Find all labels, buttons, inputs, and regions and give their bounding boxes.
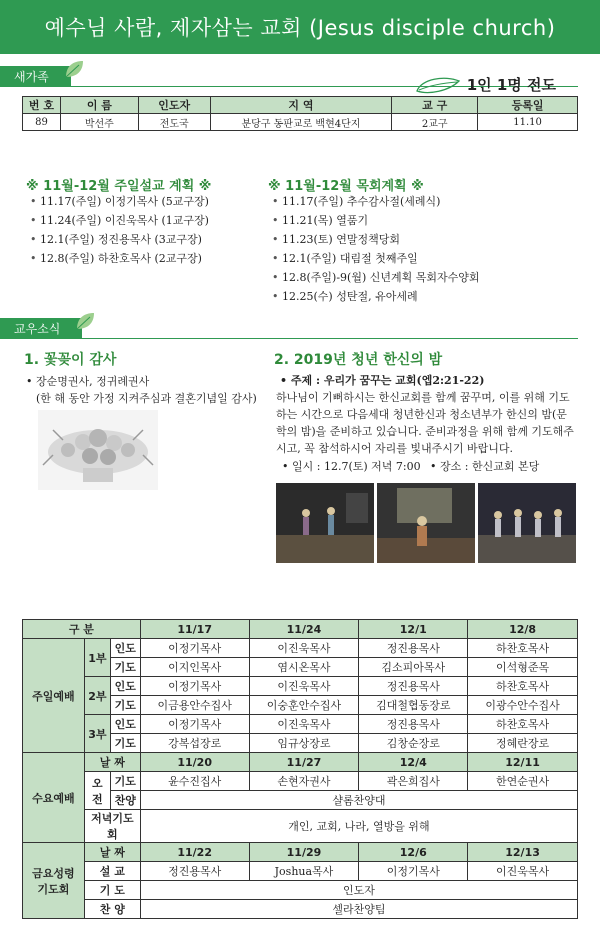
table-cell: 이광수안수집사 xyxy=(468,696,578,715)
table-cell: 임규상장로 xyxy=(249,734,359,753)
list-item: • 12.8(주일) 하찬호목사 (2교구장) xyxy=(30,249,209,268)
table-cell: 김창순장로 xyxy=(359,734,468,753)
role-label: 인도 xyxy=(110,715,140,734)
role-label: 인도 xyxy=(110,677,140,696)
table-header: 12/11 xyxy=(468,753,578,772)
page-banner: 예수님 사람, 제자삼는 교회 (Jesus disciple church) xyxy=(0,0,600,54)
table-header: 번 호 xyxy=(23,97,61,114)
table-cell: 정진용목사 xyxy=(140,862,249,881)
table-header: 이 름 xyxy=(60,97,138,114)
table-header: 12/1 xyxy=(359,620,468,639)
flower-arrangement-image xyxy=(38,410,158,490)
table-cell: 이진욱목사 xyxy=(249,639,359,658)
table-row xyxy=(23,772,578,791)
new-family-table xyxy=(22,96,578,131)
new-family-tag-label: 새가족 xyxy=(14,69,49,84)
table-header: 11/20 xyxy=(140,753,249,772)
table-cell: 정진용목사 xyxy=(359,715,468,734)
table-row xyxy=(23,810,578,843)
role-label: 기도 xyxy=(110,658,140,677)
table-cell: 정진용목사 xyxy=(359,639,468,658)
table-header: 12/13 xyxy=(468,843,578,862)
role-label: 찬 양 xyxy=(84,900,140,919)
sermon-plan-list xyxy=(30,192,209,268)
motto xyxy=(415,74,556,95)
service-label: 3부 xyxy=(84,715,110,753)
table-header: 구 분 xyxy=(23,620,141,639)
table-row xyxy=(23,715,578,734)
service-label: 2부 xyxy=(84,677,110,715)
list-item: • 11.21(목) 열품기 xyxy=(272,211,480,230)
table-header: 11/17 xyxy=(140,620,249,639)
table-header: 11/27 xyxy=(249,753,359,772)
youth-night-title: 2. 2019년 청년 한신의 밤 xyxy=(274,352,443,368)
flowers-note: (한 해 동안 가정 지켜주심과 결혼기념일 감사) xyxy=(36,392,257,405)
role-label: 찬양 xyxy=(110,791,140,810)
table-row xyxy=(23,677,578,696)
table-cell: 분당구 동판교로 백현4단지 xyxy=(210,114,392,131)
role-label: 설 교 xyxy=(84,862,140,881)
table-cell: 전도국 xyxy=(138,114,210,131)
youth-event-photo xyxy=(377,483,475,563)
list-item: • 11.23(토) 연말정책당회 xyxy=(272,230,480,249)
table-cell: 이정기목사 xyxy=(140,639,249,658)
worship-schedule-table xyxy=(22,619,578,919)
youth-theme: • 주제 : 우리가 꿈꾸는 교회(엡2:21-22) xyxy=(280,374,485,387)
youth-event-photo xyxy=(276,483,374,563)
role-label: 인도 xyxy=(110,639,140,658)
table-cell: 이정기목사 xyxy=(140,677,249,696)
table-cell: 하찬호목사 xyxy=(468,677,578,696)
table-header: 11/24 xyxy=(249,620,359,639)
youth-place-text: 장소 : 한신교회 본당 xyxy=(440,460,540,473)
leaf-icon xyxy=(415,75,461,95)
role-label: 기도 xyxy=(110,734,140,753)
table-header: 12/4 xyxy=(359,753,468,772)
table-cell: 하찬호목사 xyxy=(468,715,578,734)
table-header: 등록일 xyxy=(478,97,578,114)
list-item: • 11.24(주일) 이진욱목사 (1교구장) xyxy=(30,211,209,230)
table-cell: 이진욱목사 xyxy=(249,715,359,734)
list-item: • 12.8(주일)-9(월) 신년계획 목회자수양회 xyxy=(272,268,480,287)
sermon-plan-title: ※ 11월-12월 주일설교 계획 ※ xyxy=(26,179,212,194)
youth-place: • 장소 : 한신교회 본당 xyxy=(430,460,540,473)
pastoral-plan-title: ※ 11월-12월 목회계획 ※ xyxy=(268,179,424,194)
table-cell: 이진욱목사 xyxy=(249,677,359,696)
table-header: 교 구 xyxy=(392,97,478,114)
date-label: 날 짜 xyxy=(84,843,140,862)
wednesday-worship-label: 수요예배 xyxy=(23,753,85,843)
table-header: 지 역 xyxy=(210,97,392,114)
church-news-tag-label: 교우소식 xyxy=(14,321,61,336)
table-row xyxy=(23,900,578,919)
table-row xyxy=(23,862,578,881)
table-cell: 하찬호목사 xyxy=(468,639,578,658)
table-row xyxy=(23,114,578,131)
leaf-icon xyxy=(74,310,96,332)
table-cell: 김대철협동장로 xyxy=(359,696,468,715)
table-cell: 한연순권사 xyxy=(468,772,578,791)
youth-date-text: 일시 : 12.7(토) 저녁 7:00 xyxy=(292,460,421,473)
table-cell: 개인, 교회, 나라, 열방을 위해 xyxy=(140,810,577,843)
table-cell: 샬롬찬양대 xyxy=(140,791,577,810)
service-label: 1부 xyxy=(84,639,110,677)
table-cell: 김소피아목사 xyxy=(359,658,468,677)
table-cell: 이숭훈안수집사 xyxy=(249,696,359,715)
table-row xyxy=(23,843,578,862)
church-news-tag xyxy=(0,318,82,338)
table-cell: 이금용안수집사 xyxy=(140,696,249,715)
table-cell: 곽은희집사 xyxy=(359,772,468,791)
youth-date: • 일시 : 12.7(토) 저녁 7:00 xyxy=(282,460,421,473)
role-label: 기도 xyxy=(110,772,140,791)
friday-prayer-label: 금요성령 기도회 xyxy=(23,843,85,919)
table-cell: 이정기목사 xyxy=(140,715,249,734)
flowers-donors-text: 장순명권사, 정귀례권사 xyxy=(36,375,150,388)
role-label: 저녁기도회 xyxy=(84,810,140,843)
table-cell: 2교구 xyxy=(392,114,478,131)
table-cell: 이정기목사 xyxy=(359,862,468,881)
list-item: • 11.17(주일) 추수감사절(세례식) xyxy=(272,192,480,211)
pastoral-plan-list xyxy=(272,192,480,306)
table-row xyxy=(23,753,578,772)
table-row xyxy=(23,881,578,900)
table-cell: 89 xyxy=(23,114,61,131)
list-item: • 12.1(주일) 정진용목사 (3교구장) xyxy=(30,230,209,249)
table-cell: 인도자 xyxy=(140,881,577,900)
list-item: • 12.25(수) 성탄절, 유아세례 xyxy=(272,287,480,306)
table-cell: 이지인목사 xyxy=(140,658,249,677)
youth-theme-text: 주제 : 우리가 꿈꾸는 교회(엡2:21-22) xyxy=(290,374,485,387)
role-label: 기 도 xyxy=(84,881,140,900)
table-header: 인도자 xyxy=(138,97,210,114)
youth-event-photo xyxy=(478,483,576,563)
table-cell: 정진용목사 xyxy=(359,677,468,696)
date-label: 날 짜 xyxy=(84,753,140,772)
leaf-icon xyxy=(63,58,85,80)
table-cell: 정혜란장로 xyxy=(468,734,578,753)
morning-label: 오전 xyxy=(84,772,110,810)
table-header: 11/22 xyxy=(140,843,249,862)
sunday-worship-label: 주일예배 xyxy=(23,639,85,753)
divider xyxy=(0,338,578,339)
table-cell: 박선주 xyxy=(60,114,138,131)
table-cell: 윤수진집사 xyxy=(140,772,249,791)
table-cell: 염시온목사 xyxy=(249,658,359,677)
list-item: • 11.17(주일) 이정기목사 (5교구장) xyxy=(30,192,209,211)
table-header: 11/29 xyxy=(249,843,359,862)
table-cell: 셀라찬양팀 xyxy=(140,900,577,919)
table-row xyxy=(23,639,578,658)
youth-body: 하나님이 기뻐하시는 한신교회를 함께 꿈꾸며, 이를 위해 기도하는 시간으로 다음세대 청년한신과 청소년부가 한신의 밤(문학의 밤)을 준비하고 있습니다. 준비과정을 위해 함께 기도해주시고, 꼭 참석하시어 자리를 빛내주시기 바랍니다. xyxy=(276,391,574,455)
table-cell: 손현자권사 xyxy=(249,772,359,791)
table-cell: 11.10 xyxy=(478,114,578,131)
list-item: • 12.1(주일) 대림절 첫째주일 xyxy=(272,249,480,268)
motto-text: 1인 1명 전도 xyxy=(466,76,556,94)
new-family-tag xyxy=(0,66,71,86)
table-header: 12/8 xyxy=(468,620,578,639)
table-cell: 이석형준목 xyxy=(468,658,578,677)
flowers-title: 1. 꽃꽂이 감사 xyxy=(24,352,117,368)
flowers-donors: • 장순명권사, 정귀례권사 xyxy=(26,375,150,388)
table-cell: 강복섭장로 xyxy=(140,734,249,753)
table-header: 12/6 xyxy=(359,843,468,862)
table-cell: Joshua목사 xyxy=(249,862,359,881)
role-label: 기도 xyxy=(110,696,140,715)
table-cell: 이진욱목사 xyxy=(468,862,578,881)
